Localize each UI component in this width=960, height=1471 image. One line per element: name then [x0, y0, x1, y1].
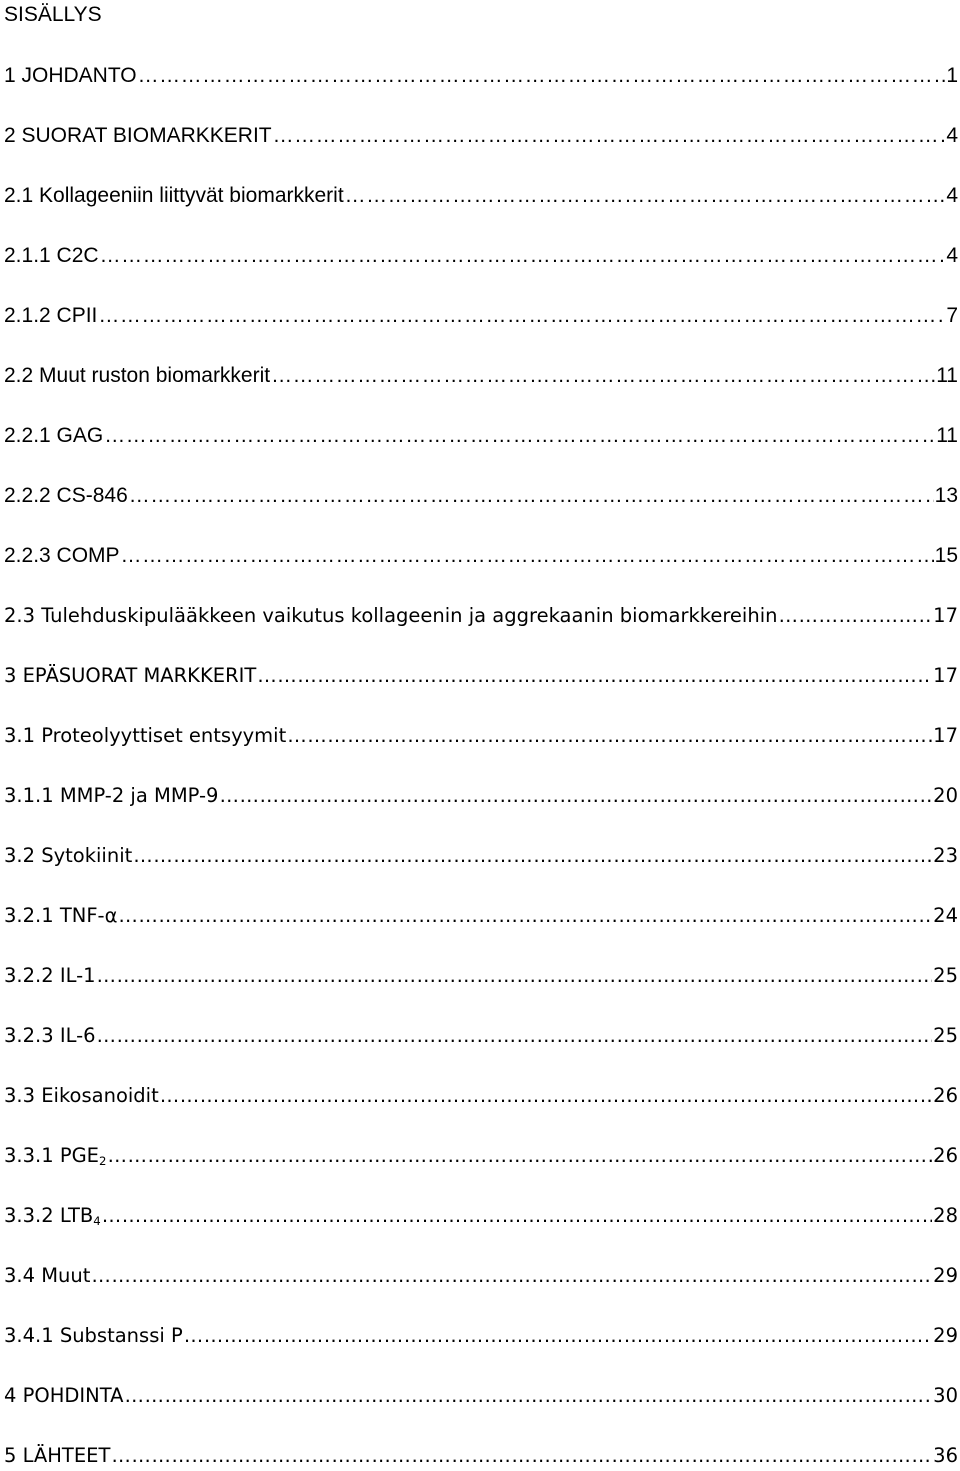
toc-entry[interactable] [4, 541, 958, 571]
toc-page-number: 26 [933, 1084, 958, 1107]
toc-dot-leader [98, 301, 945, 331]
toc-dot-leader [102, 1201, 932, 1231]
toc-dot-leader [184, 1321, 932, 1351]
toc-page-number: 25 [933, 964, 958, 987]
toc-dot-leader [287, 721, 932, 751]
toc-entry-label [4, 961, 96, 991]
toc-entry-label-text: 3.1.1 MMP-2 ja MMP-9 [4, 784, 219, 807]
toc-dot-leader [100, 241, 946, 271]
toc-dot-leader [129, 481, 934, 511]
toc-entry-label-text: 3.2 Sytokiinit [4, 844, 133, 867]
toc-dot-leader [160, 1081, 932, 1111]
toc-page-number: 17 [933, 664, 958, 687]
toc-entry-label-text: 2.3 Tulehduskipulääkkeen vaikutus kollageenin ja aggrekaanin biomarkkereihin [4, 604, 778, 627]
toc-entry-label [4, 901, 117, 931]
toc-entry-label [4, 241, 99, 271]
toc-entry-label [4, 1381, 123, 1411]
toc-entry[interactable] [4, 1201, 958, 1231]
toc-entry[interactable] [4, 301, 958, 331]
toc-entry-label-text: 2.2.2 CS-846 [4, 484, 128, 507]
toc-entry-label-text: 3.3 Eikosanoidit [4, 1084, 159, 1107]
toc-page-number: 11 [936, 424, 958, 447]
toc-entry-label-text: 2 SUORAT BIOMARKKERIT [4, 124, 272, 147]
toc-entry[interactable] [4, 961, 958, 991]
toc-page-number: 30 [933, 1384, 958, 1407]
toc-entry-label-text: 2.1.2 CPII [4, 304, 98, 327]
toc-entry[interactable] [4, 481, 958, 511]
toc-entry[interactable] [4, 61, 958, 91]
toc-dot-leader [345, 181, 946, 211]
toc-page-number: 17 [933, 604, 958, 627]
toc-entry-label [4, 1141, 106, 1171]
toc-entry[interactable] [4, 1021, 958, 1051]
toc-dot-leader [133, 841, 932, 871]
toc-page-number: 4 [946, 184, 958, 207]
toc-dot-leader [97, 1021, 933, 1051]
toc-entry-label-text: 2.2 Muut ruston biomarkkerit [4, 364, 271, 387]
toc-dot-leader [107, 1141, 932, 1171]
toc-entry[interactable] [4, 121, 958, 151]
toc-page-number: 4 [946, 244, 958, 267]
toc-entry-label-text: 3.4 Muut [4, 1264, 91, 1287]
toc-entry[interactable] [4, 1321, 958, 1351]
toc-dot-leader [91, 1261, 932, 1291]
toc-entry-subscript: 2 [99, 1153, 107, 1168]
toc-page-number: 15 [934, 544, 958, 567]
toc-entry[interactable] [4, 721, 958, 751]
toc-dot-leader [118, 901, 932, 931]
toc-page-number: 4 [946, 124, 958, 147]
toc-entry[interactable] [4, 1141, 958, 1171]
toc-entry-label [4, 61, 137, 91]
toc-page-number: 29 [933, 1264, 958, 1287]
toc-entry-label-text: 3.4.1 Substanssi P [4, 1324, 183, 1347]
toc-entry-label [4, 301, 97, 331]
toc-entry-label [4, 1321, 183, 1351]
toc-entry-label-text: 3 EPÄSUORAT MARKKERIT [4, 664, 257, 687]
toc-dot-leader [271, 361, 935, 391]
toc-entry-subscript: 4 [93, 1213, 101, 1228]
toc-entry-label-text: 5 LÄHTEET [4, 1444, 111, 1467]
toc-entry-label [4, 121, 272, 151]
toc-entry[interactable] [4, 421, 958, 451]
toc-entry-label [4, 181, 344, 211]
toc-entry-label [4, 781, 218, 811]
toc-entry-label-text: 2.2.1 GAG [4, 424, 104, 447]
toc-page-number: 25 [933, 1024, 958, 1047]
toc-title: SISÄLLYS [4, 3, 102, 26]
toc-entry-label-text: 1 JOHDANTO [4, 64, 137, 87]
toc-dot-leader [257, 661, 932, 691]
toc-entry[interactable] [4, 601, 958, 631]
toc-page-number: 23 [933, 844, 958, 867]
toc-entry-label [4, 421, 103, 451]
toc-entry[interactable] [4, 841, 958, 871]
toc-page-number: 11 [936, 364, 958, 387]
toc-entry[interactable] [4, 1261, 958, 1291]
toc-entry-label [4, 361, 270, 391]
toc-entry-label [4, 661, 256, 691]
toc-dot-leader [104, 421, 935, 451]
toc-entry[interactable] [4, 181, 958, 211]
toc-entry-label [4, 1021, 96, 1051]
toc-entry-label-text: 3.2.2 IL-1 [4, 964, 96, 987]
toc-page-number: 1 [946, 64, 958, 87]
toc-page-number: 26 [933, 1144, 958, 1167]
toc-entry[interactable] [4, 361, 958, 391]
toc-page-number: 29 [933, 1324, 958, 1347]
toc-page-number: 24 [933, 904, 958, 927]
toc-dot-leader [219, 781, 932, 811]
toc-page-number: 7 [946, 304, 958, 327]
toc-dot-leader [273, 121, 946, 151]
toc-entry-label-text: 3.2.3 IL-6 [4, 1024, 96, 1047]
toc-dot-leader [779, 601, 933, 631]
toc-entry[interactable] [4, 1381, 958, 1411]
toc-dot-leader [124, 1381, 932, 1411]
toc-entry-label-text: 2.1.1 C2C [4, 244, 99, 267]
toc-entry-label [4, 481, 128, 511]
toc-entry[interactable] [4, 241, 958, 271]
toc-entry-label [4, 841, 132, 871]
toc-entry-label [4, 1201, 101, 1231]
toc-page-number: 20 [933, 784, 958, 807]
toc-entry-label [4, 1081, 159, 1111]
toc-entry-label-text: 3.1 Proteolyyttiset entsyymit [4, 724, 287, 747]
toc-entry-label [4, 601, 778, 631]
toc-entry-label-text: 3.3.1 PGE [4, 1144, 100, 1167]
toc-entry[interactable] [4, 781, 958, 811]
toc-entry-label [4, 721, 286, 751]
toc-entry-label-text: 2.1 Kollageeniin liittyvät biomarkkerit [4, 184, 344, 207]
toc-entry-label [4, 541, 120, 571]
toc-entry-label-text: 4 POHDINTA [4, 1384, 124, 1407]
toc-dot-leader [138, 61, 946, 91]
toc-dot-leader [121, 541, 934, 571]
toc-entry-label-text: 2.2.3 COMP [4, 544, 120, 567]
toc-entry-label-text: 3.3.2 LTB [4, 1204, 94, 1227]
toc-page-number: 17 [933, 724, 958, 747]
toc-dot-leader [97, 961, 933, 991]
toc-entry-label-text: 3.2.1 TNF-α [4, 904, 118, 927]
toc-page-number: 28 [933, 1204, 958, 1227]
toc-page-number: 13 [934, 484, 958, 507]
toc-entry[interactable] [4, 661, 958, 691]
toc-entry[interactable] [4, 1081, 958, 1111]
toc-entry-label [4, 1261, 90, 1291]
toc-page-number: 36 [933, 1444, 958, 1467]
toc-entry[interactable] [4, 901, 958, 931]
